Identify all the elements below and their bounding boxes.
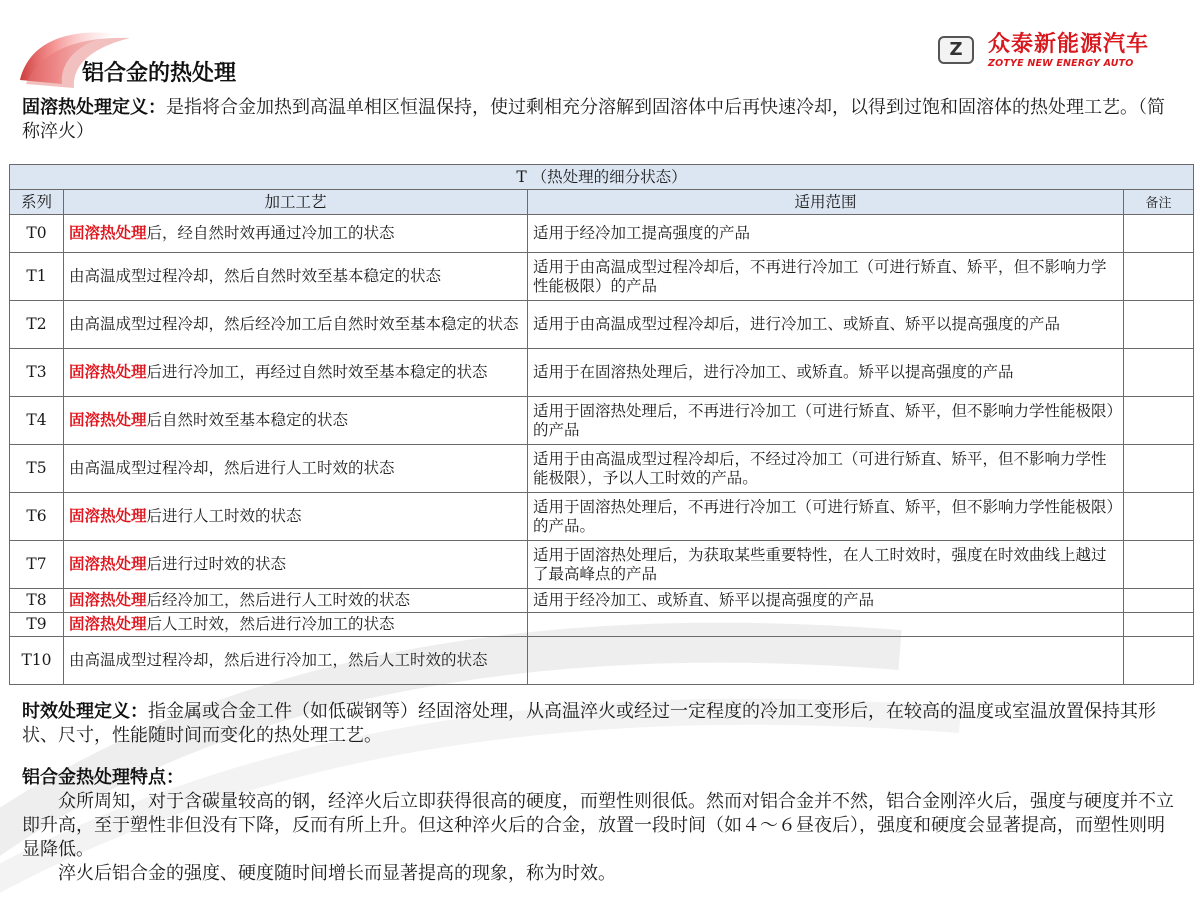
process-text: 后人工时效，然后进行冷加工的状态 bbox=[146, 615, 395, 633]
row-process bbox=[64, 215, 528, 253]
temper-states-table bbox=[9, 164, 1194, 685]
row-remark bbox=[1124, 397, 1194, 445]
table-row bbox=[10, 613, 1194, 637]
slide-title: 铝合金的热处理 bbox=[82, 61, 237, 86]
process-text: 后，经自然时效再通过冷加工的状态 bbox=[146, 224, 395, 242]
row-code: T3 bbox=[10, 349, 64, 397]
table-caption-row bbox=[10, 165, 1194, 190]
highlight-term: 固溶热处理 bbox=[69, 411, 147, 429]
process-text: 后自然时效至基本稳定的状态 bbox=[146, 411, 349, 429]
row-scope: 适用于固溶热处理后，为获取某些重要特性，在人工时效时，强度在时效曲线上越过了最高峰点的产品 bbox=[528, 541, 1124, 589]
row-remark bbox=[1124, 637, 1194, 685]
row-code: T4 bbox=[10, 397, 64, 445]
highlight-term: 固溶热处理 bbox=[69, 224, 147, 242]
logo-english-text: ZOTYE NEW ENERGY AUTO bbox=[988, 58, 1134, 69]
features-section bbox=[22, 766, 1178, 886]
definition-label: 时效处理定义： bbox=[22, 701, 148, 722]
definition-text: 指金属或合金工件（如低碳钢等）经固溶处理，从高温淬火或经过一定程度的冷加工变形后，在较高的温度或室温放置保持其形状、尺寸，性能随时间而变化的热处理工艺。 bbox=[22, 701, 1156, 746]
table-row bbox=[10, 493, 1194, 541]
table-row bbox=[10, 349, 1194, 397]
highlight-term: 固溶热处理 bbox=[69, 363, 147, 381]
table-row bbox=[10, 637, 1194, 685]
row-process bbox=[64, 589, 528, 613]
row-process bbox=[64, 253, 528, 301]
process-text: 后进行人工时效的状态 bbox=[146, 507, 302, 525]
row-process bbox=[64, 397, 528, 445]
row-scope: 适用于固溶热处理后，不再进行冷加工（可进行矫直、矫平，但不影响力学性能极限）的产品。 bbox=[528, 493, 1124, 541]
row-code: T7 bbox=[10, 541, 64, 589]
definition-text: 是指将合金加热到高温单相区恒温保持，使过剩相充分溶解到固溶体中后再快速冷却，以得到过饱和固溶体的热处理工艺。（简称淬火） bbox=[22, 97, 1165, 142]
table-row bbox=[10, 541, 1194, 589]
row-remark bbox=[1124, 493, 1194, 541]
table-row bbox=[10, 215, 1194, 253]
header-remark: 备注 bbox=[1124, 190, 1194, 215]
row-scope: 适用于固溶热处理后，不再进行冷加工（可进行矫直、矫平，但不影响力学性能极限）的产品 bbox=[528, 397, 1124, 445]
row-scope: 适用于由高温成型过程冷却后，进行冷加工、或矫直、矫平以提高强度的产品 bbox=[528, 301, 1124, 349]
row-code: T10 bbox=[10, 637, 64, 685]
aging-treatment-definition bbox=[22, 700, 1178, 748]
solution-treatment-definition bbox=[22, 96, 1178, 144]
highlight-term: 固溶热处理 bbox=[69, 591, 147, 609]
row-remark bbox=[1124, 541, 1194, 589]
row-remark bbox=[1124, 349, 1194, 397]
row-code: T5 bbox=[10, 445, 64, 493]
row-process bbox=[64, 493, 528, 541]
table-row bbox=[10, 253, 1194, 301]
table-row bbox=[10, 301, 1194, 349]
process-text: 后进行过时效的状态 bbox=[146, 555, 287, 573]
row-scope bbox=[528, 613, 1124, 637]
logo-badge-icon: Z bbox=[938, 36, 974, 64]
logo-chinese-text: 众泰新能源汽车 bbox=[988, 32, 1150, 57]
row-process bbox=[64, 613, 528, 637]
process-text: 由高温成型过程冷却，然后进行冷加工，然后人工时效的状态 bbox=[69, 651, 488, 669]
process-text: 由高温成型过程冷却，然后经冷加工后自然时效至基本稳定的状态 bbox=[69, 315, 519, 333]
row-remark bbox=[1124, 215, 1194, 253]
table-row bbox=[10, 589, 1194, 613]
table-row bbox=[10, 445, 1194, 493]
table-header-row bbox=[10, 190, 1194, 215]
process-text: 后进行冷加工，再经过自然时效至基本稳定的状态 bbox=[146, 363, 488, 381]
header-series: 系列 bbox=[10, 190, 64, 215]
header-process: 加工工艺 bbox=[64, 190, 528, 215]
row-process bbox=[64, 349, 528, 397]
features-heading: 铝合金热处理特点： bbox=[22, 767, 184, 788]
row-process bbox=[64, 541, 528, 589]
highlight-term: 固溶热处理 bbox=[69, 507, 147, 525]
row-scope bbox=[528, 637, 1124, 685]
row-remark bbox=[1124, 613, 1194, 637]
row-code: T6 bbox=[10, 493, 64, 541]
features-paragraph: 众所周知，对于含碳量较高的钢，经淬火后立即获得很高的硬度，而塑性则很低。然而对铝合金并不然，铝合金刚淬火后，强度与硬度并不立即升高，至于塑性非但没有下降，反而有所上升。但这种淬火后的合金，放置一段时间（如４～６昼夜后），强度和硬度会显著提高，而塑性则明显降低。 bbox=[22, 791, 1174, 860]
row-code: T2 bbox=[10, 301, 64, 349]
table-row bbox=[10, 397, 1194, 445]
process-text: 后经冷加工，然后进行人工时效的状态 bbox=[146, 591, 411, 609]
row-remark bbox=[1124, 589, 1194, 613]
row-remark bbox=[1124, 301, 1194, 349]
row-scope: 适用于经冷加工、或矫直、矫平以提高强度的产品 bbox=[528, 589, 1124, 613]
definition-label: 固溶热处理定义： bbox=[22, 97, 166, 118]
header-scope: 适用范围 bbox=[528, 190, 1124, 215]
row-scope: 适用于在固溶热处理后，进行冷加工、或矫直。矫平以提高强度的产品 bbox=[528, 349, 1124, 397]
row-code: T8 bbox=[10, 589, 64, 613]
row-code: T0 bbox=[10, 215, 64, 253]
row-code: T1 bbox=[10, 253, 64, 301]
row-process bbox=[64, 445, 528, 493]
row-scope: 适用于由高温成型过程冷却后，不再进行冷加工（可进行矫直、矫平，但不影响力学性能极限）的产品 bbox=[528, 253, 1124, 301]
process-text: 由高温成型过程冷却，然后进行人工时效的状态 bbox=[69, 459, 395, 477]
highlight-term: 固溶热处理 bbox=[69, 555, 147, 573]
row-remark bbox=[1124, 253, 1194, 301]
company-logo bbox=[938, 32, 1188, 72]
row-scope: 适用于经冷加工提高强度的产品 bbox=[528, 215, 1124, 253]
row-code: T9 bbox=[10, 613, 64, 637]
table-caption: T （热处理的细分状态） bbox=[10, 165, 1194, 190]
row-process bbox=[64, 637, 528, 685]
row-process bbox=[64, 301, 528, 349]
features-paragraph: 淬火后铝合金的强度、硬度随时间增长而显著提高的现象，称为时效。 bbox=[58, 863, 616, 884]
row-remark bbox=[1124, 445, 1194, 493]
highlight-term: 固溶热处理 bbox=[69, 615, 147, 633]
process-text: 由高温成型过程冷却，然后自然时效至基本稳定的状态 bbox=[69, 267, 442, 285]
row-scope: 适用于由高温成型过程冷却后，不经过冷加工（可进行矫直、矫平，但不影响力学性能极限），予以人工时效的产品。 bbox=[528, 445, 1124, 493]
